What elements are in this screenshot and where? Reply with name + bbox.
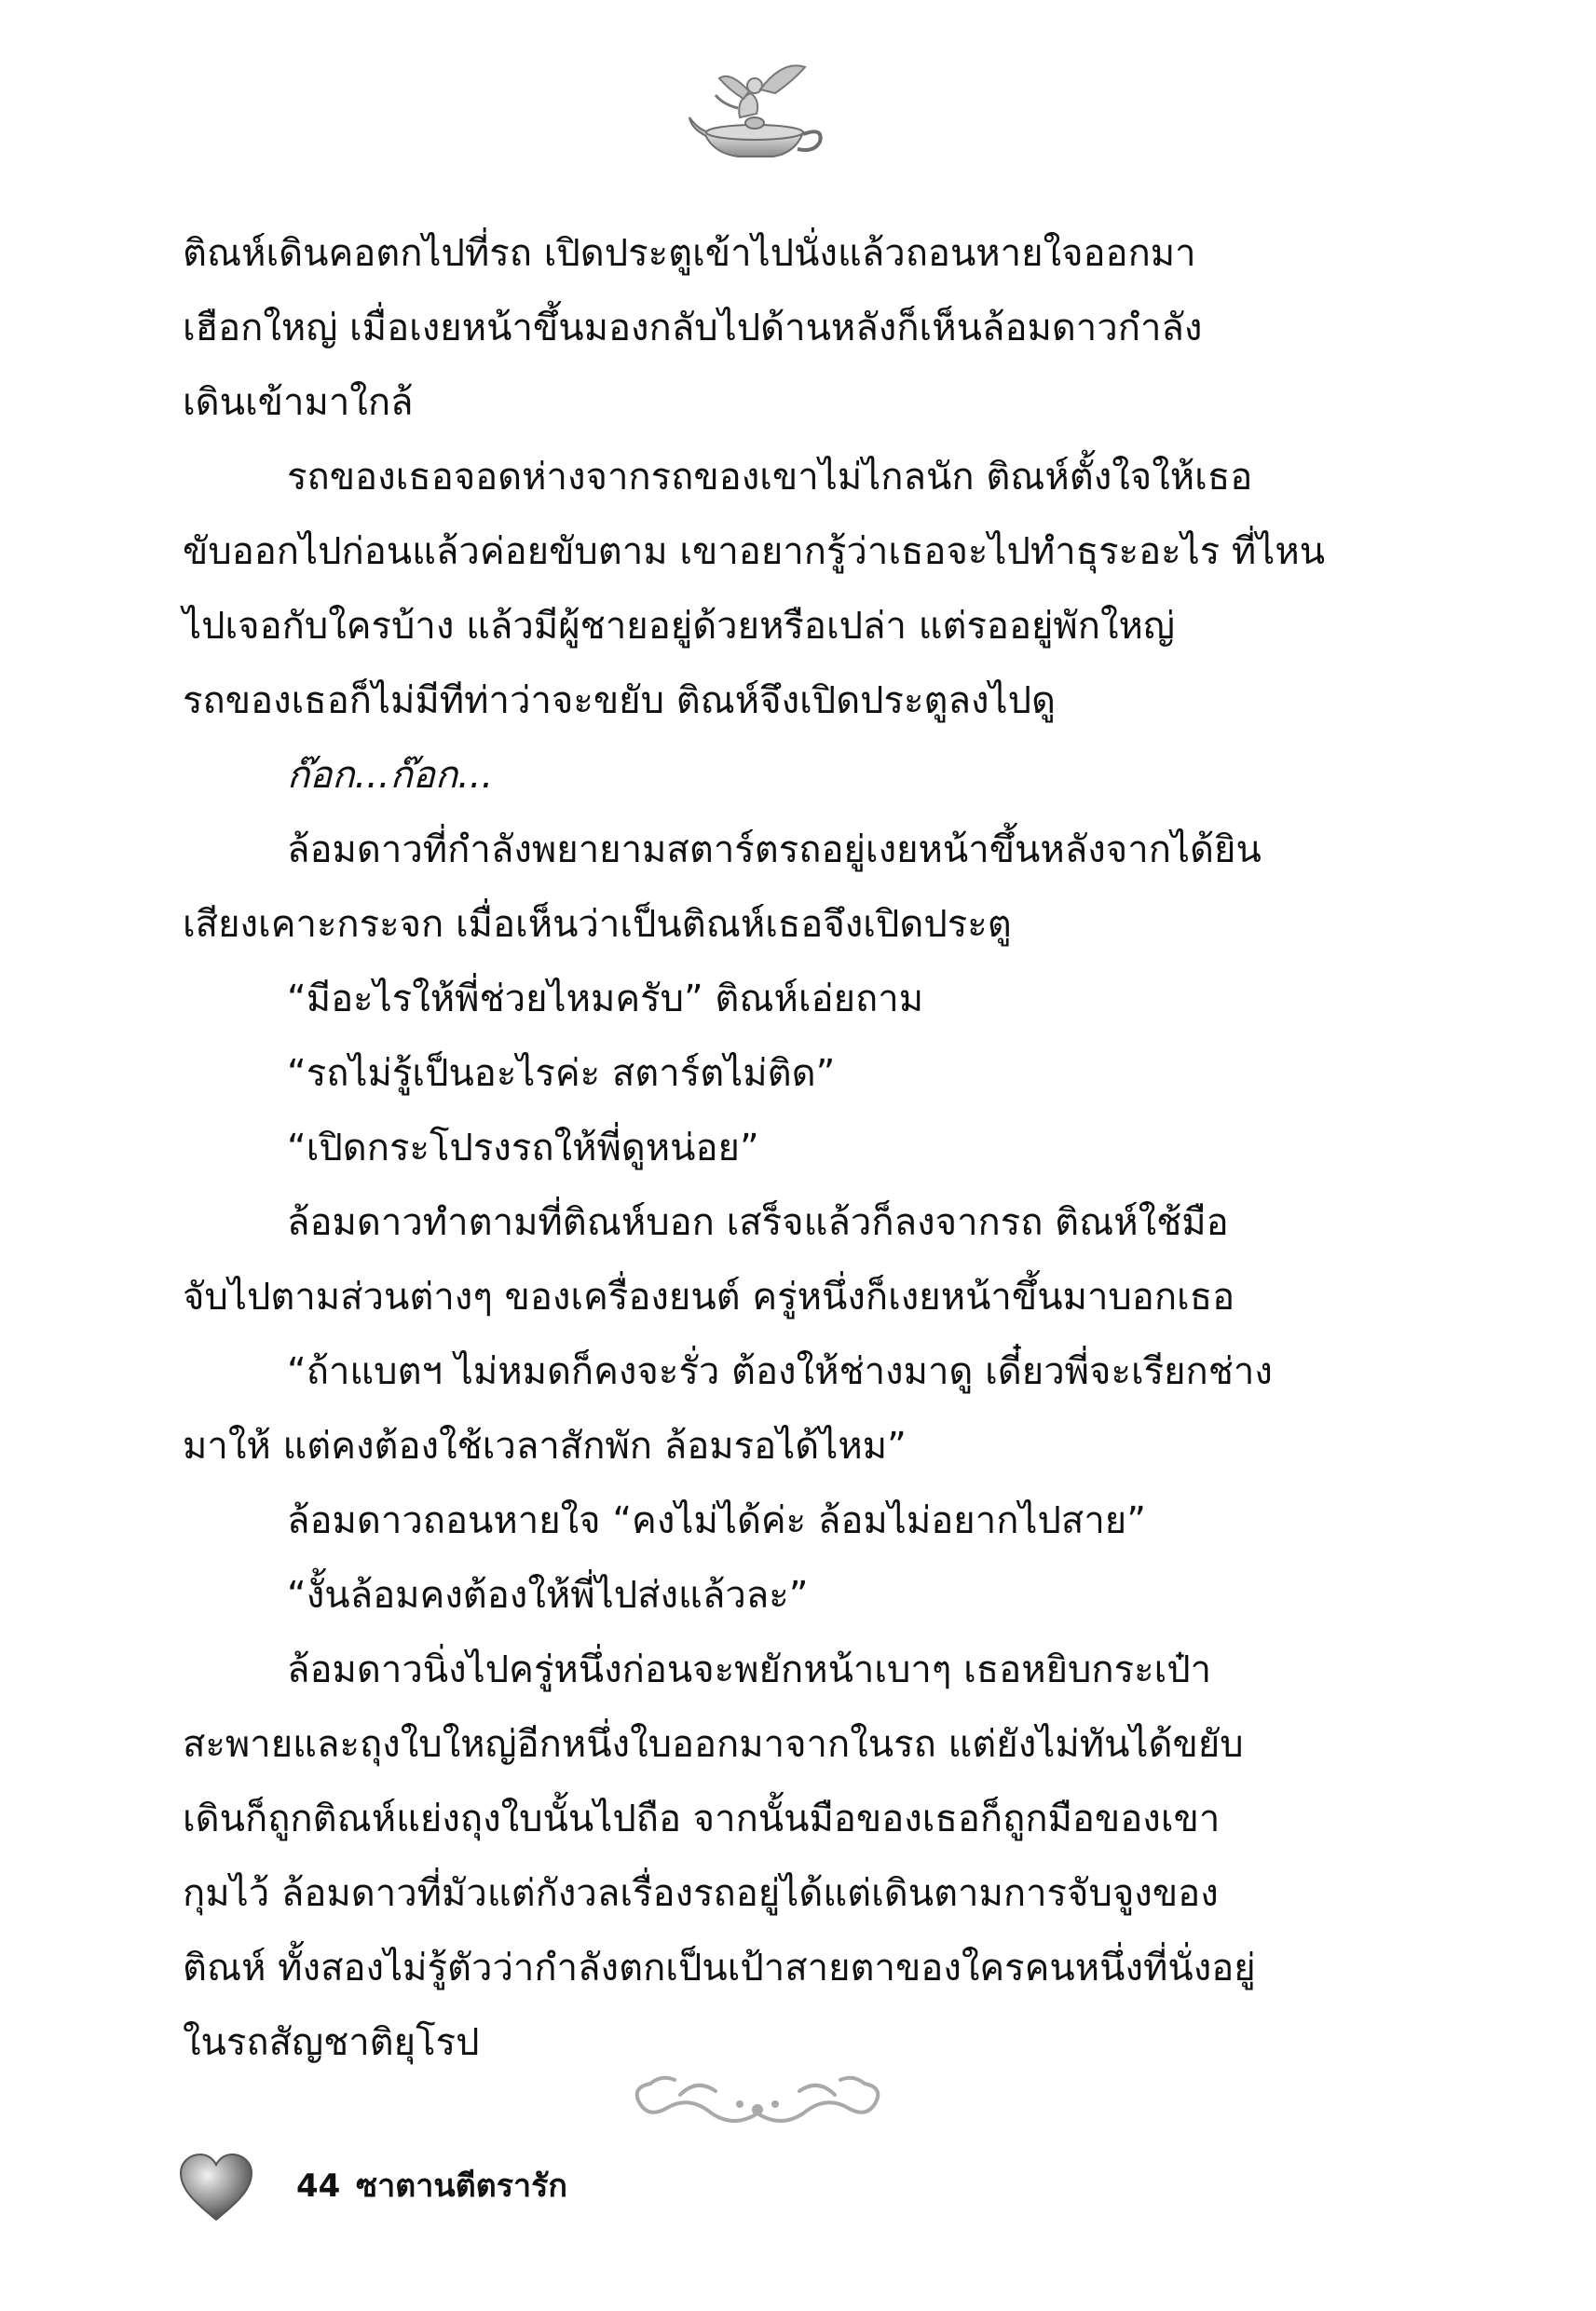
text-line: กุมไว้ ล้อมดาวที่มัวแต่กังวลเรื่องรถอยู่ได้แต่เดินตามการจับจูงของ [183, 1872, 1219, 1915]
text-line: มาให้ แต่คงต้องใช้เวลาสักพัก ล้อมรอได้ไหม” [183, 1425, 907, 1468]
text-line: ล้อมดาวถอนหายใจ “คงไม่ได้ค่ะ ล้อมไม่อยากไปสาย” [287, 1499, 1146, 1542]
text-line: ในรถสัญชาติยุโรป [183, 2021, 480, 2064]
text-line: “ถ้าแบตฯ ไม่หมดก็คงจะรั่ว ต้องให้ช่างมาดู เดี๋ยวพี่จะเรียกช่าง [287, 1350, 1273, 1393]
page-number: 44 [296, 2167, 341, 2205]
text-line: “งั้นล้อมคงต้องให้พี่ไปส่งแล้วละ” [287, 1574, 809, 1617]
text-line: จับไปตามส่วนต่างๆ ของเครื่องยนต์ ครู่หนึ่งก็เงยหน้าขึ้นมาบอกเธอ [183, 1276, 1235, 1319]
text-line: ล้อมดาวนิ่งไปครู่หนึ่งก่อนจะพยักหน้าเบาๆ เธอหยิบกระเป๋า [287, 1648, 1212, 1691]
text-line: “รถไม่รู้เป็นอะไรค่ะ สตาร์ตไม่ติด” [287, 1052, 836, 1095]
body-text [183, 216, 1329, 2080]
text-line: “มีอะไรให้พี่ช่วยไหมครับ” ติณห์เอ่ยถาม [287, 978, 924, 1020]
text-line: “เปิดกระโปรงรถให้พี่ดูหน่อย” [287, 1127, 759, 1169]
text-line: เดินก็ถูกติณห์แย่งถุงใบนั้นไปถือ จากนั้นมือของเธอก็ถูกมือของเขา [183, 1798, 1221, 1840]
text-line: รถของเธอจอดห่างจากรถของเขาไม่ไกลนัก ติณห์ตั้งใจให้เธอ [287, 456, 1253, 499]
text-line: ล้อมดาวทำตามที่ติณห์บอก เสร็จแล้วก็ลงจากรถ ติณห์ใช้มือ [287, 1201, 1229, 1244]
text-line: สะพายและถุงใบใหญ่อีกหนึ่งใบออกมาจากในรถ แต่ยังไม่ทันได้ขยับ [183, 1723, 1244, 1766]
text-line: ไปเจอกับใครบ้าง แล้วมีผู้ชายอยู่ด้วยหรือเปล่า แต่รออยู่พักใหญ่ [183, 605, 1175, 648]
cupid-teapot-icon [686, 52, 825, 166]
flourish-divider-icon [622, 2067, 893, 2138]
text-line: ติณห์เดินคอตกไปที่รถ เปิดประตูเข้าไปนั่งแล้วถอนหายใจออกมา [183, 232, 1196, 275]
text-line: รถของเธอก็ไม่มีทีท่าว่าจะขยับ ติณห์จึงเปิดประตูลงไปดู [183, 679, 1057, 722]
text-line: ติณห์ ทั้งสองไม่รู้ตัวว่ากำลังตกเป็นเป้าสายตาของใครคนหนึ่งที่นั่งอยู่ [183, 1947, 1256, 1990]
text-line: ขับออกไปก่อนแล้วค่อยขับตาม เขาอยากรู้ว่าเธอจะไปทำธุระอะไร ที่ไหน [183, 530, 1326, 573]
heart-icon [177, 2153, 255, 2223]
text-line: เดินเข้ามาใกล้ [183, 381, 414, 424]
text-line: เฮือกใหญ่ เมื่อเงยหน้าขึ้นมองกลับไปด้านหลังก็เห็นล้อมดาวกำลัง [183, 307, 1203, 349]
text-line: ล้อมดาวที่กำลังพยายามสตาร์ตรถอยู่เงยหน้าขึ้นหลังจากได้ยิน [287, 828, 1262, 871]
book-title: ซาตานตีตรารัก [356, 2167, 567, 2205]
text-line: เสียงเคาะกระจก เมื่อเห็นว่าเป็นติณห์เธอจึงเปิดประตู [183, 903, 1012, 946]
text-line: ก๊อก...ก๊อก... [287, 754, 494, 797]
